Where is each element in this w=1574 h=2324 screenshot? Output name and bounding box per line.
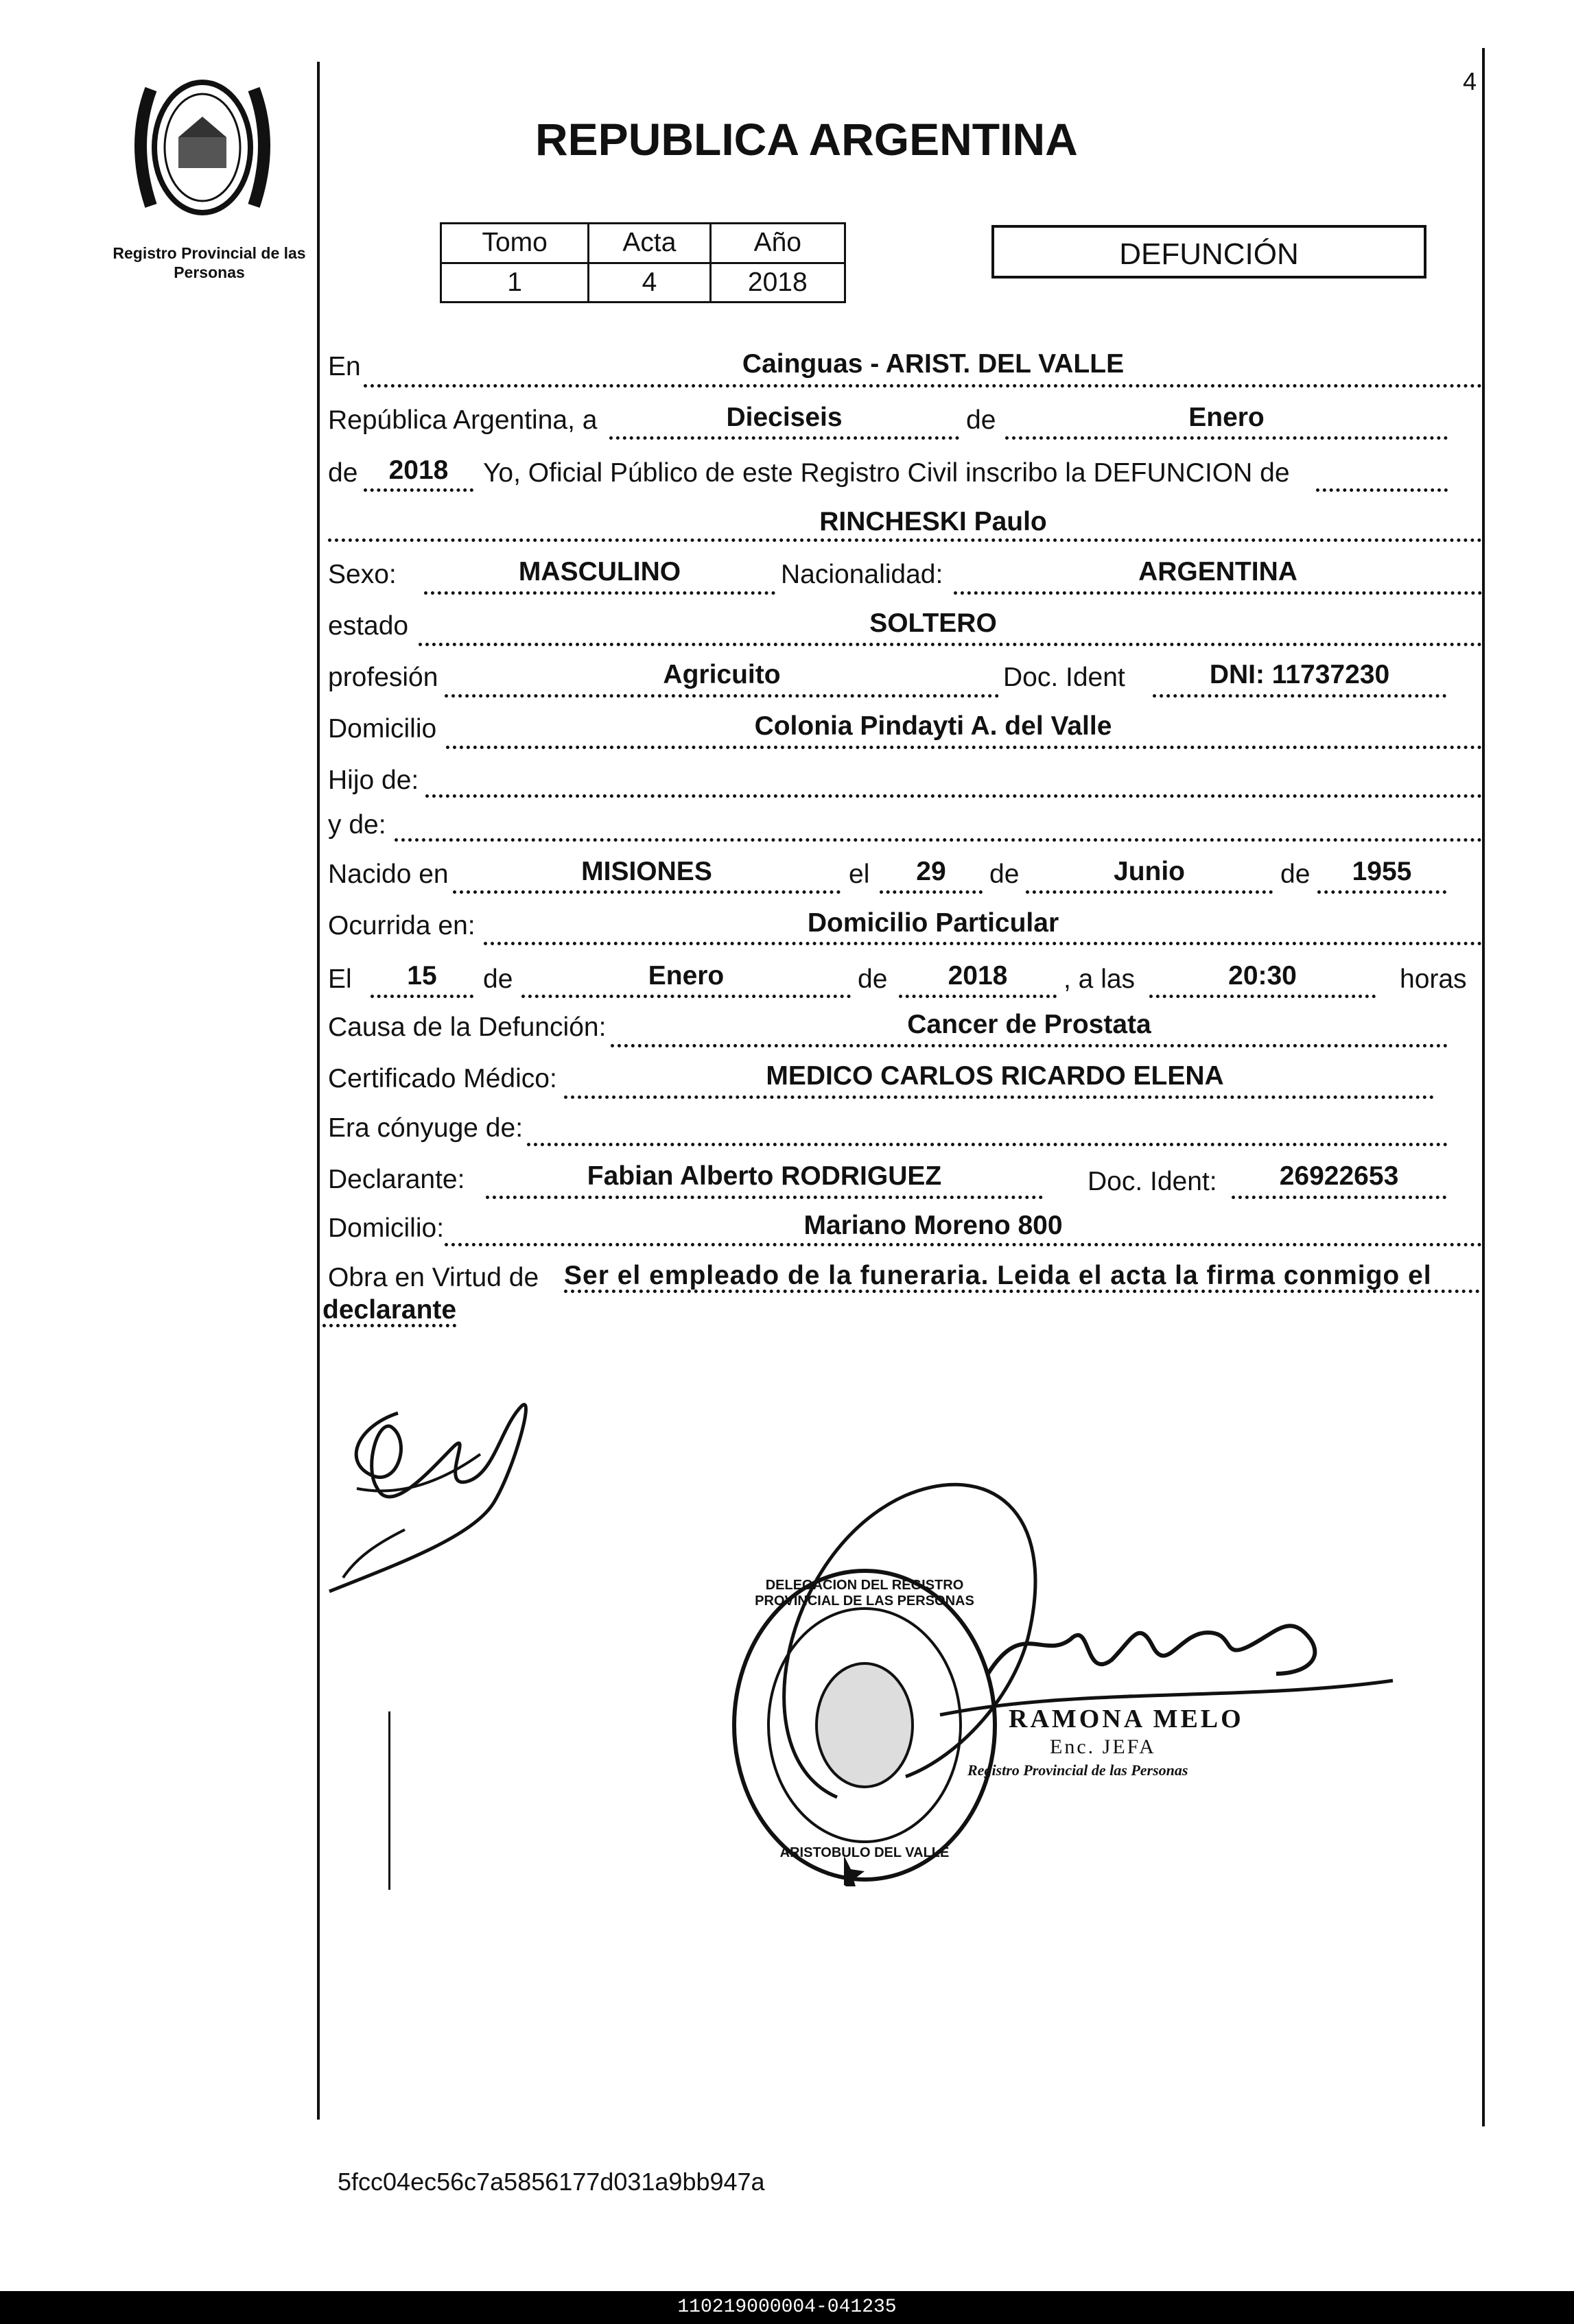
value-declarant-address: Mariano Moreno 800 (803, 1211, 1063, 1240)
label-declarante: Declarante: (328, 1165, 465, 1194)
record-table (440, 222, 846, 303)
record-header-acta: Acta (589, 224, 710, 263)
dotted-line (486, 1196, 1043, 1199)
label-oficial-publico: Yo, Oficial Público de este Registro Civil inscribo la DEFUNCION de (483, 458, 1290, 488)
dotted-line (395, 838, 1482, 842)
value-birth-day: 29 (916, 857, 946, 886)
dotted-line (611, 1044, 1448, 1047)
page-title: REPUBLICA ARGENTINA (535, 114, 1078, 165)
dotted-line (445, 1243, 1482, 1246)
dotted-line (453, 890, 841, 894)
label-ocurrida-en: Ocurrida en: (328, 911, 475, 940)
label-nacido-en: Nacido en (328, 859, 449, 889)
value-birth-place: MISIONES (581, 857, 712, 886)
value-reason-continued: declarante (322, 1296, 456, 1327)
value-birth-month: Junio (1114, 857, 1185, 886)
dotted-line (609, 436, 959, 440)
dotted-line (424, 591, 775, 595)
value-dni: DNI: 11737230 (1209, 660, 1390, 689)
dotted-line (1232, 1196, 1446, 1199)
label-profesion: profesión (328, 663, 438, 692)
dotted-line (564, 1095, 1434, 1099)
dotted-line (521, 995, 851, 998)
value-sex: MASCULINO (518, 557, 681, 586)
dotted-line (954, 591, 1482, 595)
label-horas: horas (1400, 964, 1467, 994)
provincial-seal-logo (124, 75, 281, 226)
dotted-line (1317, 890, 1446, 894)
label-de: de (989, 859, 1020, 889)
value-year: 2018 (388, 455, 449, 485)
label-domicilio: Domicilio: (328, 1213, 445, 1243)
dotted-line (364, 384, 1482, 388)
label-doc-ident: Doc. Ident: (1088, 1167, 1217, 1196)
dotted-line (1026, 890, 1273, 894)
stamp-ring-text: DELEGACION DEL REGISTRO PROVINCIAL DE LAS PERSONAS (755, 1578, 974, 1609)
dotted-line (425, 794, 1482, 798)
label-el: El (328, 964, 352, 994)
dotted-line (899, 995, 1057, 998)
value-death-time: 20:30 (1228, 961, 1297, 991)
dotted-line (484, 942, 1482, 945)
label-de: de (328, 458, 358, 488)
label-de: de (858, 964, 888, 994)
label-conyuge: Era cónyuge de: (328, 1113, 524, 1143)
value-declarant-name: Fabian Alberto RODRIGUEZ (587, 1161, 942, 1191)
label-doc-ident: Doc. Ident (1003, 663, 1125, 692)
label-republica: República Argentina, a (328, 405, 598, 435)
dotted-line (527, 1143, 1448, 1146)
label-y-de: y de: (328, 810, 386, 840)
dotted-line (1149, 995, 1376, 998)
stamp-inner-text: ARISTOBULO DEL VALLE (779, 1845, 950, 1860)
document-hash: 5fcc04ec56c7a5856177d031a9bb947a (338, 2168, 765, 2196)
officer-name: RAMONA MELO (1009, 1705, 1244, 1733)
agency-name: Registro Provincial de las Personas (113, 244, 306, 281)
dotted-line (364, 488, 473, 492)
dotted-line (419, 643, 1482, 646)
value-place: Cainguas - ARIST. DEL VALLE (742, 349, 1125, 379)
value-nationality: ARGENTINA (1138, 557, 1297, 586)
value-birth-year: 1955 (1352, 857, 1412, 886)
dotted-line (371, 995, 473, 998)
label-sexo: Sexo: (328, 560, 397, 589)
label-de: de (1280, 859, 1311, 889)
value-address: Colonia Pindayti A. del Valle (754, 711, 1112, 741)
dotted-line (1316, 488, 1448, 492)
page-number: 4 (1463, 67, 1477, 95)
dotted-line (880, 890, 983, 894)
value-death-month: Enero (648, 961, 725, 991)
label-el: el (849, 859, 870, 889)
record-value-anio: 2018 (710, 263, 845, 303)
value-medical-certificate: MEDICO CARLOS RICARDO ELENA (766, 1061, 1224, 1091)
officer-role: Enc. JEFA (1050, 1735, 1156, 1758)
record-value-acta: 4 (589, 263, 710, 303)
value-death-year: 2018 (948, 961, 1008, 991)
right-margin-line (1482, 48, 1485, 2126)
value-month: Enero (1188, 403, 1265, 432)
label-domicilio: Domicilio (328, 714, 437, 744)
value-death-day: 15 (407, 961, 437, 991)
value-profession: Agricuito (663, 660, 781, 689)
value-reason: Ser el empleado de la funeraria. Leida el acta la firma conmigo el (564, 1262, 1480, 1293)
label-en: En (328, 352, 361, 381)
value-marital-status: SOLTERO (869, 608, 997, 638)
record-header-tomo: Tomo (441, 224, 589, 263)
label-a-las: , a las (1064, 964, 1136, 994)
declarant-signature (316, 1386, 549, 1612)
label-de: de (483, 964, 513, 994)
record-header-anio: Año (710, 224, 845, 263)
left-page-edge-line (388, 1711, 390, 1890)
label-estado: estado (328, 611, 409, 641)
label-causa: Causa de la Defunción: (328, 1012, 607, 1042)
label-de: de (966, 405, 996, 435)
dotted-line (446, 746, 1482, 749)
dotted-line (1005, 436, 1448, 440)
dotted-line (445, 694, 999, 698)
value-cause-of-death: Cancer de Prostata (907, 1010, 1151, 1039)
officer-agency: Registro Provincial de las Personas (967, 1762, 1188, 1779)
label-certificado-medico: Certificado Médico: (328, 1064, 557, 1093)
document-type-box: DEFUNCIÓN (991, 225, 1426, 278)
label-nacionalidad: Nacionalidad: (781, 560, 943, 589)
value-deceased-name: RINCHESKI Paulo (819, 507, 1047, 536)
value-day-words: Dieciseis (726, 403, 843, 432)
record-value-tomo: 1 (441, 263, 589, 303)
value-declarant-dni: 26922653 (1279, 1161, 1399, 1191)
dotted-line (1153, 694, 1446, 698)
value-place-of-death: Domicilio Particular (807, 908, 1059, 938)
label-hijo-de: Hijo de: (328, 766, 419, 795)
footer-code-bar (0, 2291, 1574, 2324)
footer-code: 110219000004-041235 (677, 2297, 897, 2318)
label-obra-en-virtud: Obra en Virtud de (328, 1263, 539, 1292)
left-margin-line (317, 62, 320, 2120)
dotted-line (328, 538, 1482, 542)
